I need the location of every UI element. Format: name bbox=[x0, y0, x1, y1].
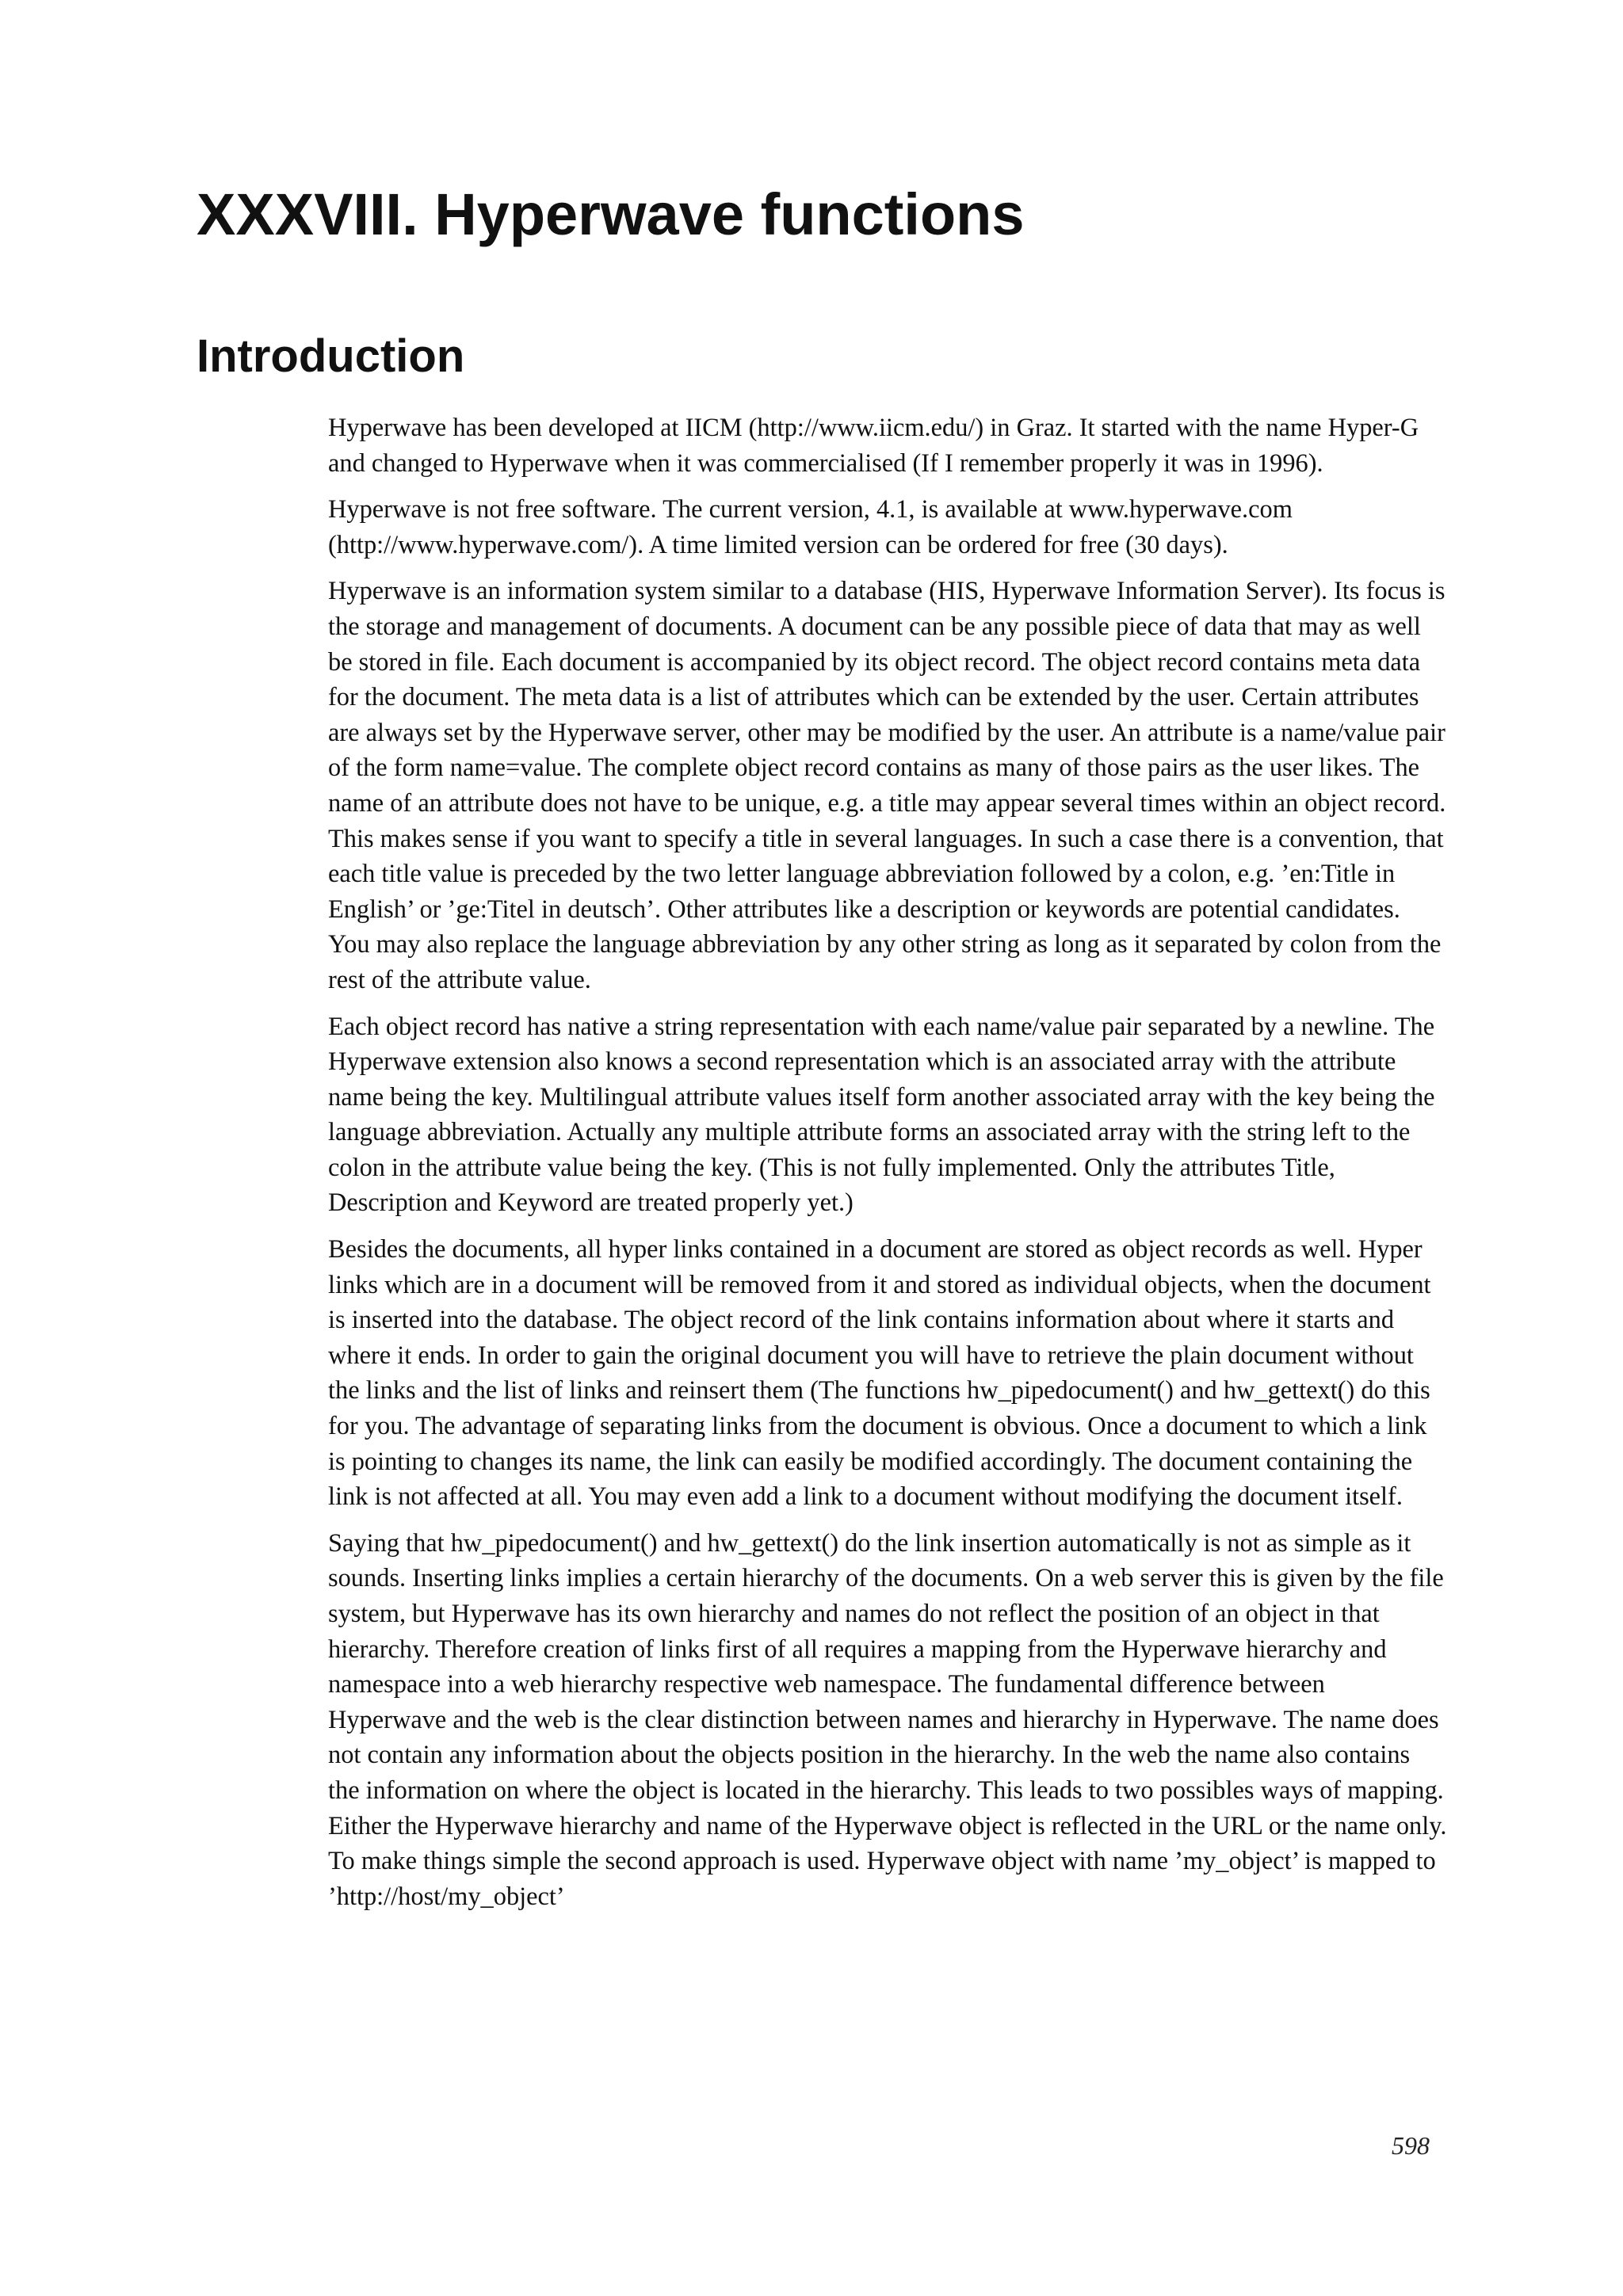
paragraph: Hyperwave has been developed at IICM (http://www.iicm.edu/) in Graz. It started with the name Hyper-G and changed to Hyperwave when it was commercialised (If I remember properly it was in 1996). bbox=[328, 414, 1419, 478]
chapter-title: XXXVIII. Hyperwave functions bbox=[197, 181, 1025, 247]
paragraph: Saying that hw_pipedocument() and hw_gettext() do the link insertion automatically is not as simple as it sounds. Inserting links implies a certain hierarchy of the documents. On a web server this is given by the file system, but Hyperwave has its own hierarchy and names do not reflect the position of an object in that hierarchy. Therefore creation of links first of all requires a mapping from the Hyperwave hierarchy and namespace into a web hierarchy respective web namespace. The fundamental difference between Hyperwave and the web is the clear distinction between names and hierarchy in Hyperwave. The name does not contain any information about the objects position in the hierarchy. In the web the name also contains the information on where the object is located in the hierarchy. This leads to two possibles ways of mapping. Either the Hyperwave hierarchy and name of the Hyperwave object is reflected in the URL or the name only. To make things simple the second approach is used. Hyperwave object with name ’my_object’ is mapped to ’http://host/my_object’ bbox=[328, 1528, 1447, 1911]
paragraph: Each object record has native a string representation with each name/value pair separated by a newline. The Hyperwave extension also knows a second representation which is an associated array with the attribute name being the key. Multilingual attribute values itself form another associated array with the key being the language abbreviation. Actually any multiple attribute forms an associated array with the string left to the colon in the attribute value being the key. (This is not fully implemented. Only the attributes Title, Description and Keyword are treated properly yet.) bbox=[328, 1012, 1435, 1218]
page-number: 598 bbox=[1392, 2131, 1430, 2160]
paragraph: Hyperwave is not free software. The current version, 4.1, is available at www.hyperwave.com (http://www.hyperwave.com/). A time limited version can be ordered for free (30 days). bbox=[328, 495, 1293, 559]
paragraph: Hyperwave is an information system similar to a database (HIS, Hyperwave Information Server). Its focus is the storage and management of documents. A document can be any possible piece of data that may as well be stored in file. Each document is accompanied by its object record. The object record contains meta data for the document. The meta data is a list of attributes which can be extended by the user. Certain attributes are always set by the Hyperwave server, other may be modified by the user. An attribute is a name/value pair of the form name=value. The complete object record contains as many of those pairs as the user likes. The name of an attribute does not have to be unique, e.g. a title may appear several times within an object record. This makes sense if you want to specify a title in several languages. In such a case there is a convention, that each title value is preceded by the two letter language abbreviation followed by a colon, e.g. ’en:Title in English’ or ’ge:Titel in deutsch’. Other attributes like a description or keywords are potential candidates. You may also replace the language abbreviation by any other string as long as it separated by colon from the rest of the attribute value. bbox=[328, 577, 1446, 994]
body-text bbox=[328, 410, 1447, 1925]
section-title: Introduction bbox=[197, 330, 465, 382]
paragraph: Besides the documents, all hyper links contained in a document are stored as object records as well. Hyper links which are in a document will be removed from it and stored as individual objects, when the document is inserted into the database. The object record of the link contains information about where it starts and where it ends. In order to gain the original document you will have to retrieve the plain document without the links and the list of links and reinsert them (The functions hw_pipedocument() and hw_gettext() do this for you. The advantage of separating links from the document is obvious. Once a document to which a link is pointing to changes its name, the link can easily be modified accordingly. The document containing the link is not affected at all. You may even add a link to a document without modifying the document itself. bbox=[328, 1235, 1431, 1512]
